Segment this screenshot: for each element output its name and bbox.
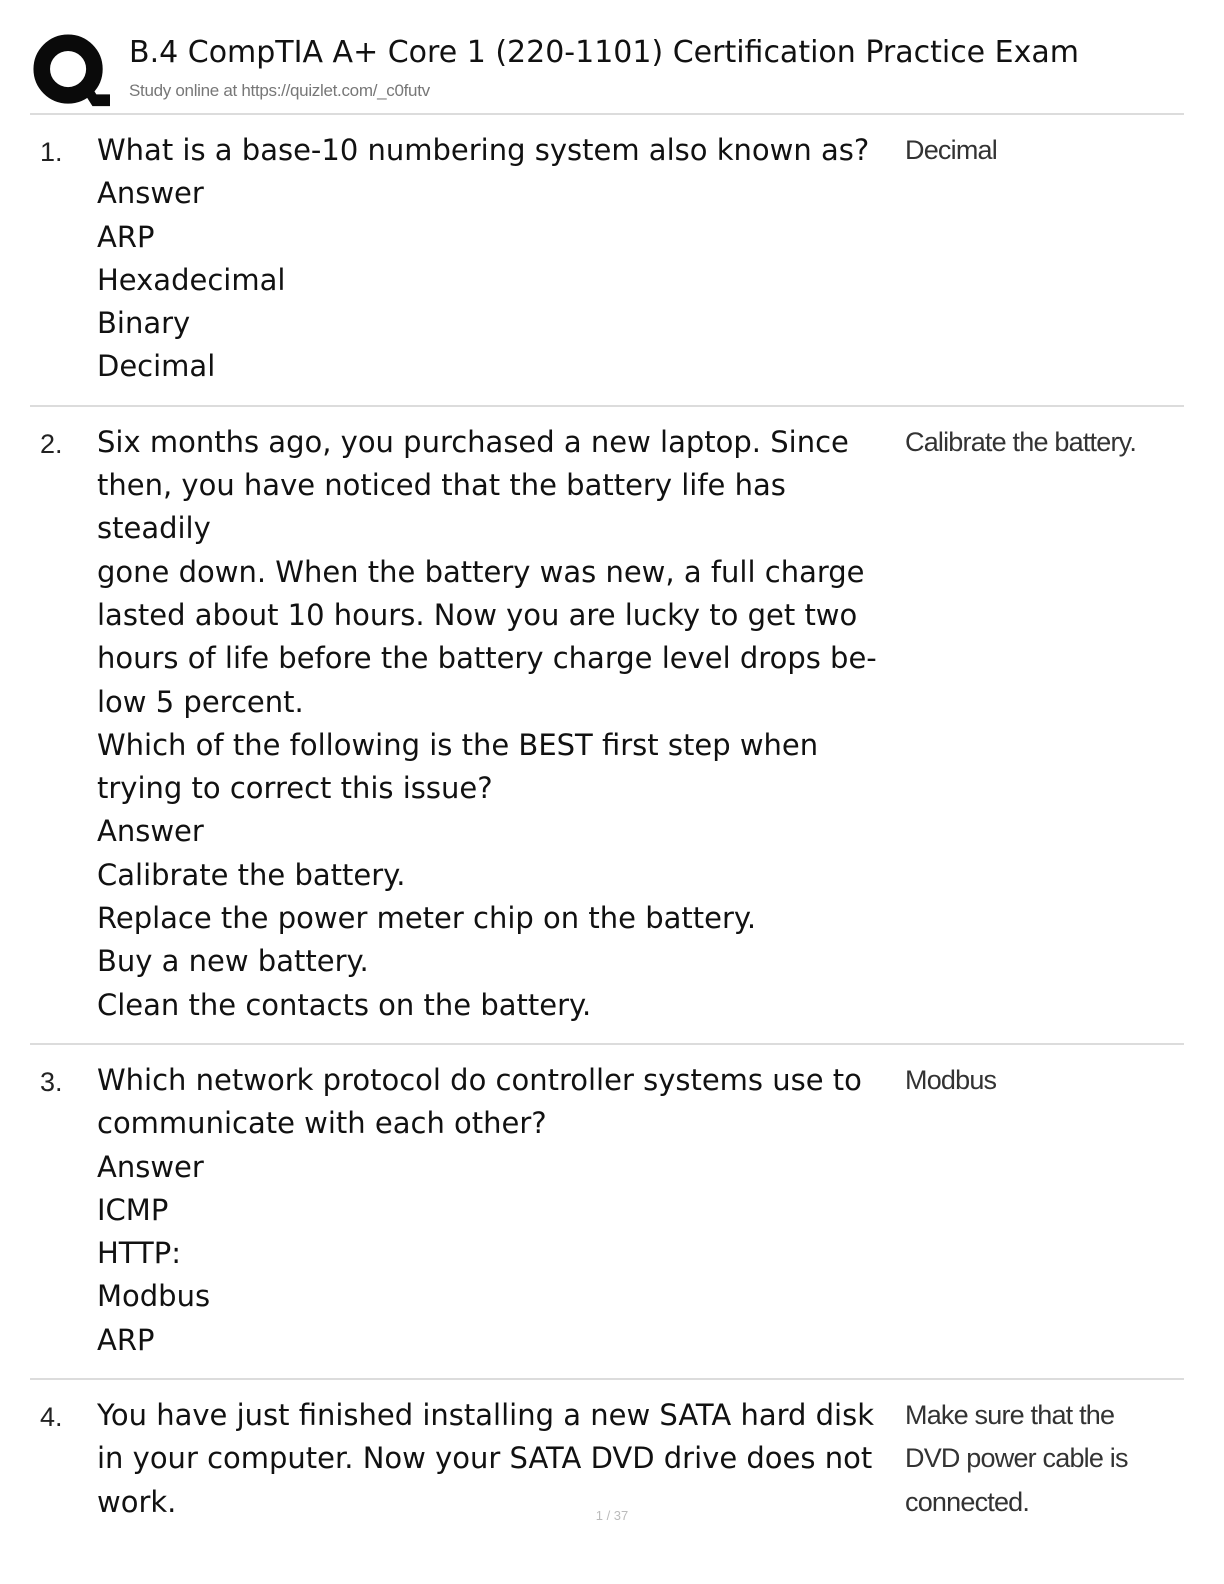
option-text: HTTP: xyxy=(97,1236,181,1271)
card-answer: Decimal xyxy=(905,135,997,165)
question-text: gone down. When the battery was new, a full charge xyxy=(97,554,865,589)
option-text: ICMP xyxy=(97,1192,169,1227)
card-answer: Calibrate the battery. xyxy=(905,426,1137,457)
question-text: trying to correct this issue? xyxy=(97,771,493,806)
card-question xyxy=(97,1059,897,1362)
card-number: 1. xyxy=(40,137,63,167)
question-text: Which network protocol do controller systems use to xyxy=(97,1062,862,1097)
option-label: Answer xyxy=(97,814,204,849)
question-text: work. xyxy=(97,1484,177,1519)
page-number: 1 / 37 xyxy=(595,1508,629,1523)
flashcard xyxy=(30,1045,1184,1380)
option-text: Calibrate the battery. xyxy=(97,857,406,892)
flashcard xyxy=(30,407,1184,1045)
option-text: ARP xyxy=(97,219,155,254)
option-text: Modbus xyxy=(97,1279,211,1314)
question-text: hours of life before the battery charge level drops be- xyxy=(97,641,877,676)
option-text: Binary xyxy=(97,306,191,341)
question-text: Six months ago, you purchased a new laptop. Since xyxy=(97,424,849,459)
page-header xyxy=(30,28,1190,116)
question-text: You have just finished installing a new SATA hard disk xyxy=(97,1398,874,1433)
option-text: ARP xyxy=(97,1322,155,1357)
card-number: 2. xyxy=(40,428,63,459)
card-answer: Make sure that the DVD power cable is connected. xyxy=(905,1400,1128,1517)
card-question xyxy=(97,1394,897,1524)
page-subtitle: Study online at https://quizlet.com/_c0futv xyxy=(129,81,430,100)
option-text: Buy a new battery. xyxy=(97,944,369,979)
question-text: communicate with each other? xyxy=(97,1106,547,1141)
quizlet-logo-icon xyxy=(32,32,110,110)
question-text: low 5 percent. xyxy=(97,684,304,719)
flashcard-list xyxy=(30,115,1184,1540)
question-text: in your computer. Now your SATA DVD drive does not xyxy=(97,1441,873,1476)
question-text: What is a base-10 numbering system also known as? xyxy=(97,133,870,167)
option-text: Replace the power meter chip on the battery. xyxy=(97,901,757,936)
card-answer: Modbus xyxy=(905,1064,997,1095)
page-title: B.4 CompTIA A+ Core 1 (220-1101) Certification Practice Exam xyxy=(129,35,1079,70)
flashcard xyxy=(30,115,1184,407)
card-number: 4. xyxy=(40,1402,63,1433)
card-number: 3. xyxy=(40,1066,63,1097)
option-label: Answer xyxy=(97,176,204,211)
question-text: Which of the following is the BEST first step when xyxy=(97,727,819,762)
option-text: Hexadecimal xyxy=(97,262,286,297)
option-text: Clean the contacts on the battery. xyxy=(97,987,592,1022)
option-label: Answer xyxy=(97,1149,204,1184)
question-text: lasted about 10 hours. Now you are lucky to get two xyxy=(97,597,858,632)
question-text: then, you have noticed that the battery life has steadily xyxy=(97,468,786,546)
option-text: Decimal xyxy=(97,349,216,384)
card-question xyxy=(97,421,897,1027)
card-question xyxy=(97,129,897,389)
